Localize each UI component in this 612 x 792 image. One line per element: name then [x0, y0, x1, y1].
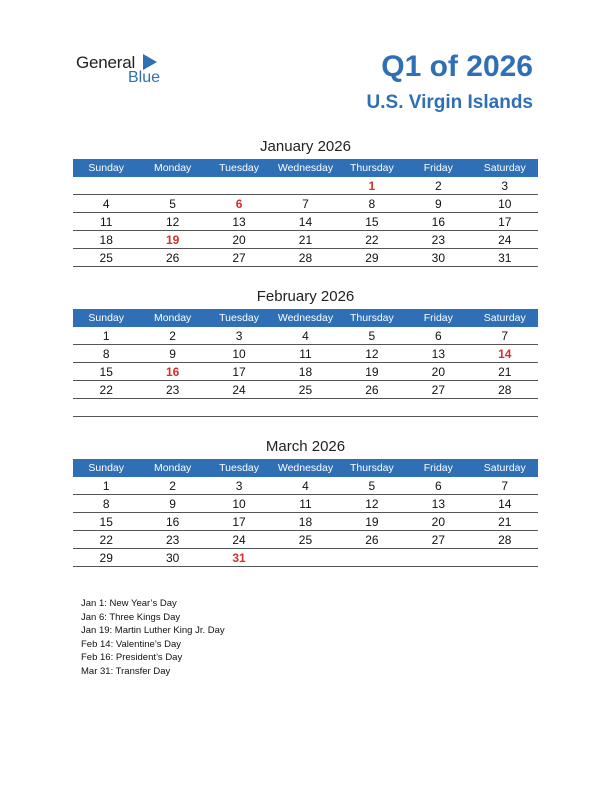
month-title: February 2026	[256, 288, 355, 305]
day-cell	[472, 399, 538, 417]
day-cell: 17	[206, 513, 272, 531]
weekday-label: Saturday	[472, 459, 538, 477]
day-cell: 10	[206, 345, 272, 363]
day-cell	[73, 399, 139, 417]
week-row	[73, 495, 538, 513]
holiday-note: Jan 6: Three Kings Day	[81, 611, 181, 623]
page-subtitle: U.S. Virgin Islands	[366, 92, 533, 113]
day-cell	[206, 399, 272, 417]
day-cell: 20	[206, 231, 272, 249]
day-cell: 7	[472, 477, 538, 495]
day-cell: 11	[272, 495, 338, 513]
day-cell: 14	[472, 345, 538, 363]
day-cell: 14	[272, 213, 338, 231]
week-row	[73, 249, 538, 267]
day-cell: 3	[206, 327, 272, 345]
day-cell: 4	[272, 327, 338, 345]
month-title: March 2026	[265, 438, 346, 455]
day-cell: 26	[339, 381, 405, 399]
day-cell	[472, 549, 538, 567]
day-cell: 26	[339, 531, 405, 549]
day-cell: 4	[73, 195, 139, 213]
day-cell: 17	[206, 363, 272, 381]
day-cell: 12	[339, 495, 405, 513]
day-cell: 7	[272, 195, 338, 213]
day-cell: 21	[472, 513, 538, 531]
day-cell: 27	[405, 531, 471, 549]
weekday-label: Tuesday	[206, 309, 272, 327]
day-cell: 28	[472, 531, 538, 549]
weekday-label: Sunday	[73, 309, 139, 327]
day-cell: 6	[206, 195, 272, 213]
day-cell: 22	[339, 231, 405, 249]
holiday-note: Jan 19: Martin Luther King Jr. Day	[81, 625, 225, 637]
holiday-note: Mar 31: Transfer Day	[81, 665, 171, 677]
day-cell: 10	[472, 195, 538, 213]
day-cell: 19	[339, 363, 405, 381]
day-cell: 6	[405, 327, 471, 345]
week-row	[73, 231, 538, 249]
day-cell: 3	[206, 477, 272, 495]
day-cell	[272, 399, 338, 417]
holiday-note: Feb 16: President’s Day	[81, 652, 183, 664]
day-cell: 24	[206, 531, 272, 549]
day-cell: 20	[405, 363, 471, 381]
holiday-notes	[81, 597, 225, 679]
day-cell: 21	[272, 231, 338, 249]
weekday-label: Friday	[405, 159, 471, 177]
week-row	[73, 549, 538, 567]
day-cell: 16	[405, 213, 471, 231]
day-cell: 27	[206, 249, 272, 267]
day-cell: 18	[272, 513, 338, 531]
day-cell: 10	[206, 495, 272, 513]
day-cell: 7	[472, 327, 538, 345]
day-cell: 15	[339, 213, 405, 231]
week-row	[73, 363, 538, 381]
day-cell: 2	[139, 477, 205, 495]
day-cell: 30	[139, 549, 205, 567]
day-cell: 24	[472, 231, 538, 249]
day-cell: 6	[405, 477, 471, 495]
day-cell: 9	[139, 495, 205, 513]
day-cell: 1	[73, 477, 139, 495]
day-cell: 11	[73, 213, 139, 231]
day-cell: 9	[139, 345, 205, 363]
day-cell: 25	[272, 531, 338, 549]
day-cell: 3	[472, 177, 538, 195]
weekday-label: Monday	[139, 309, 205, 327]
day-cell: 11	[272, 345, 338, 363]
day-cell: 1	[339, 177, 405, 195]
day-cell: 16	[139, 363, 205, 381]
week-row	[73, 213, 538, 231]
weekday-label: Saturday	[472, 159, 538, 177]
week-row	[73, 345, 538, 363]
week-row	[73, 327, 538, 345]
day-cell: 27	[405, 381, 471, 399]
day-cell: 2	[405, 177, 471, 195]
day-cell: 13	[206, 213, 272, 231]
day-cell	[339, 399, 405, 417]
weekday-label: Monday	[139, 159, 205, 177]
weekday-label: Friday	[405, 459, 471, 477]
calendar-grid	[73, 159, 538, 267]
day-cell: 29	[73, 549, 139, 567]
day-cell: 24	[206, 381, 272, 399]
day-cell: 1	[73, 327, 139, 345]
month-title: January 2026	[260, 138, 351, 155]
day-cell	[206, 177, 272, 195]
weekday-label: Wednesday	[272, 459, 338, 477]
day-cell: 5	[139, 195, 205, 213]
brand-blue-text: Blue	[128, 69, 161, 86]
day-cell: 17	[472, 213, 538, 231]
weekday-label: Friday	[405, 309, 471, 327]
weekday-label: Monday	[139, 459, 205, 477]
weekday-label: Saturday	[472, 309, 538, 327]
day-cell: 25	[73, 249, 139, 267]
day-cell: 14	[472, 495, 538, 513]
week-row	[73, 531, 538, 549]
day-cell: 12	[339, 345, 405, 363]
day-cell: 13	[405, 495, 471, 513]
day-cell: 30	[405, 249, 471, 267]
day-cell: 8	[73, 345, 139, 363]
month-january	[73, 137, 538, 267]
brand-triangle-icon	[143, 54, 157, 70]
week-row	[73, 177, 538, 195]
day-cell: 23	[405, 231, 471, 249]
week-row	[73, 513, 538, 531]
holiday-note: Feb 14: Valentine’s Day	[81, 638, 181, 650]
weekday-label: Thursday	[339, 459, 405, 477]
page-title: Q1 of 2026	[381, 50, 533, 83]
day-cell: 5	[339, 477, 405, 495]
weekday-label: Thursday	[339, 159, 405, 177]
weekday-header	[73, 459, 538, 477]
calendar-grid	[73, 459, 538, 567]
brand-logo	[76, 53, 176, 89]
brand-general-text: General	[76, 53, 136, 72]
day-cell: 22	[73, 531, 139, 549]
weekday-header	[73, 159, 538, 177]
day-cell: 13	[405, 345, 471, 363]
day-cell: 5	[339, 327, 405, 345]
day-cell: 15	[73, 513, 139, 531]
weekday-label: Thursday	[339, 309, 405, 327]
weekday-label: Tuesday	[206, 159, 272, 177]
day-cell: 28	[272, 249, 338, 267]
day-cell: 2	[139, 327, 205, 345]
day-cell: 12	[139, 213, 205, 231]
weekday-header	[73, 309, 538, 327]
day-cell	[405, 399, 471, 417]
day-cell	[139, 399, 205, 417]
week-row	[73, 399, 538, 417]
day-cell	[405, 549, 471, 567]
day-cell: 19	[339, 513, 405, 531]
day-cell: 9	[405, 195, 471, 213]
day-cell: 20	[405, 513, 471, 531]
day-cell: 26	[139, 249, 205, 267]
day-cell: 15	[73, 363, 139, 381]
month-march	[73, 437, 538, 567]
weekday-label: Sunday	[73, 159, 139, 177]
holiday-note: Jan 1: New Year’s Day	[81, 598, 177, 609]
day-cell: 4	[272, 477, 338, 495]
day-cell: 25	[272, 381, 338, 399]
day-cell: 16	[139, 513, 205, 531]
day-cell: 18	[272, 363, 338, 381]
day-cell: 8	[73, 495, 139, 513]
week-row	[73, 381, 538, 399]
day-cell: 8	[339, 195, 405, 213]
weekday-label: Wednesday	[272, 309, 338, 327]
day-cell: 18	[73, 231, 139, 249]
day-cell: 19	[139, 231, 205, 249]
day-cell	[73, 177, 139, 195]
calendar-grid	[73, 309, 538, 417]
day-cell: 29	[339, 249, 405, 267]
day-cell: 28	[472, 381, 538, 399]
week-row	[73, 195, 538, 213]
day-cell	[339, 549, 405, 567]
day-cell: 23	[139, 531, 205, 549]
day-cell: 22	[73, 381, 139, 399]
weekday-label: Sunday	[73, 459, 139, 477]
day-cell: 21	[472, 363, 538, 381]
day-cell	[272, 549, 338, 567]
day-cell: 31	[472, 249, 538, 267]
week-row	[73, 477, 538, 495]
weekday-label: Wednesday	[272, 159, 338, 177]
day-cell	[272, 177, 338, 195]
weekday-label: Tuesday	[206, 459, 272, 477]
day-cell: 31	[206, 549, 272, 567]
month-february	[73, 287, 538, 417]
day-cell: 23	[139, 381, 205, 399]
day-cell	[139, 177, 205, 195]
